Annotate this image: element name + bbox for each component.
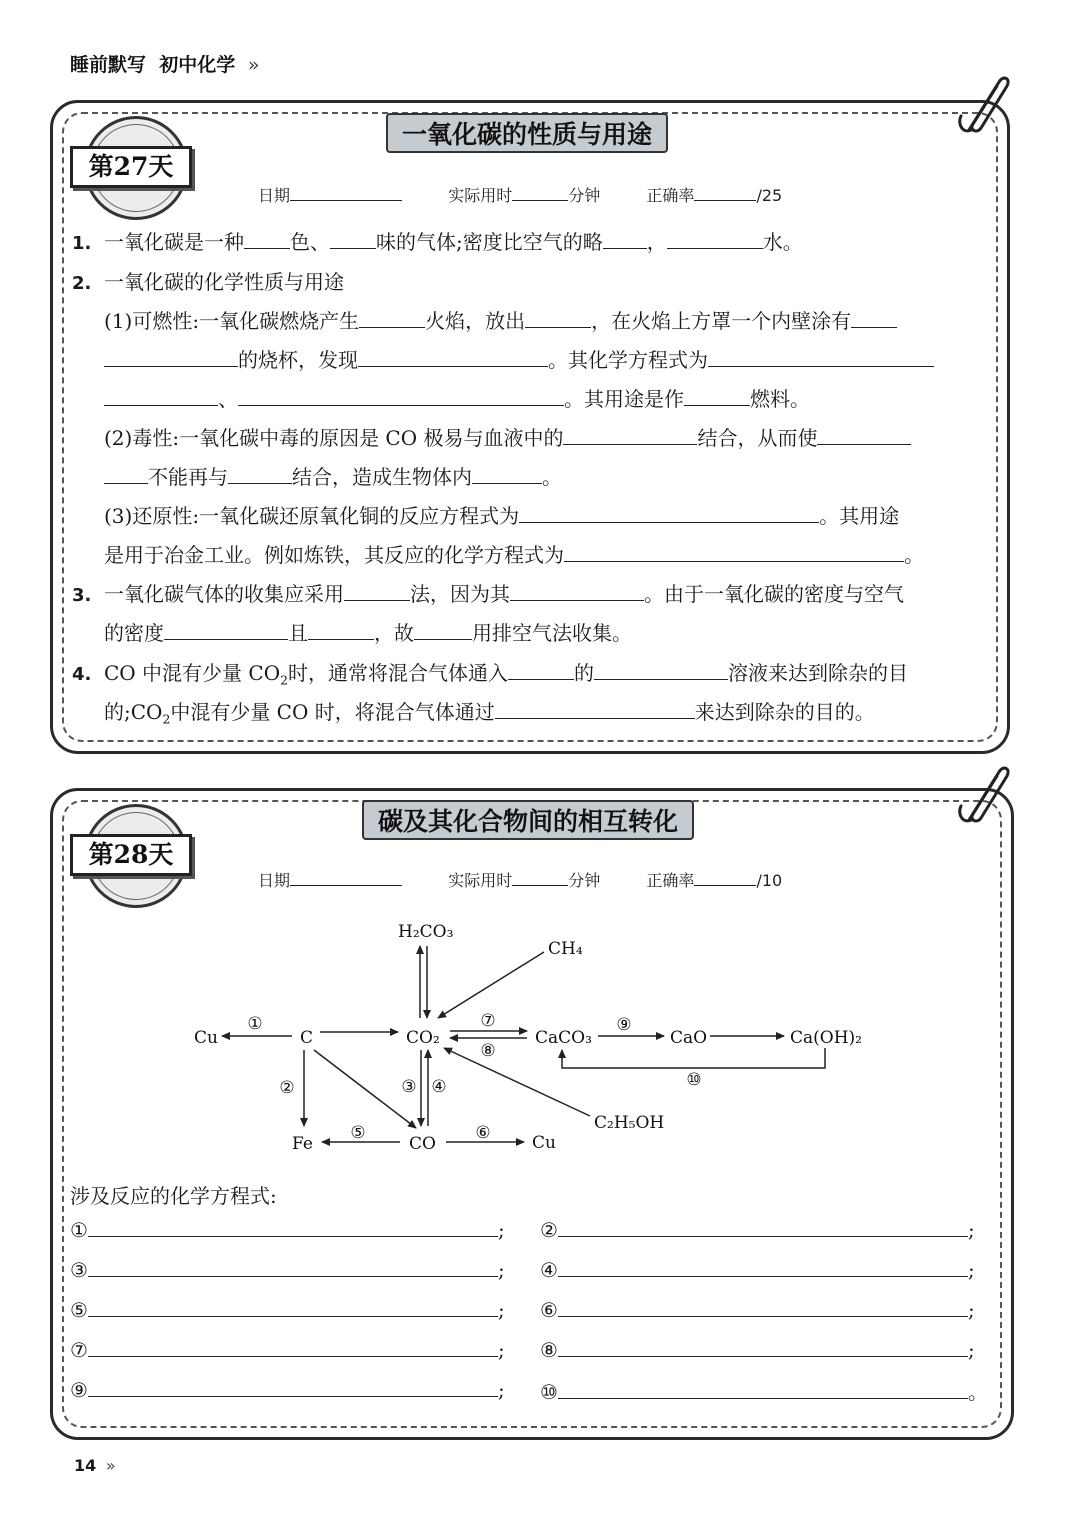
day27-badge (76, 116, 200, 240)
mark-3: ③ (401, 1077, 417, 1097)
day28-badge-label: 第28天 (70, 834, 192, 876)
time-field[interactable] (512, 867, 568, 886)
question-2-2-line1: (2)毒性:一氧化碳中毒的原因是 CO 极易与血液中的 结合，从而使 (72, 419, 1024, 458)
day28-title: 碳及其化合物间的相互转化 (362, 800, 694, 840)
page-number: 14 » (74, 1456, 116, 1475)
mark-5: ⑤ (350, 1123, 366, 1143)
day27-title: 一氧化碳的性质与用途 (386, 113, 668, 153)
answer-line[interactable] (88, 1256, 498, 1277)
equations-title: 涉及反应的化学方程式: (70, 1184, 277, 1208)
node-c2h5oh: C₂H₅OH (594, 1113, 665, 1133)
mark-6: ⑥ (475, 1123, 491, 1143)
equation-3: ③ ; (70, 1258, 505, 1282)
question-2-1-line3: 、 。其用途是作 燃料。 (72, 380, 1024, 419)
mark-2: ② (279, 1078, 295, 1098)
answer-line[interactable] (88, 1216, 498, 1237)
mark-8: ⑧ (480, 1041, 496, 1061)
equation-2: ② ; (540, 1218, 975, 1242)
chevron-icon: » (105, 1456, 116, 1475)
book-title: 睡前默写 (70, 54, 147, 76)
node-co: CO (409, 1134, 436, 1154)
equation-9: ⑨ ; (70, 1378, 505, 1402)
node-cu-left: Cu (194, 1028, 218, 1048)
paperclip-icon (955, 762, 1015, 832)
answer-line[interactable] (88, 1336, 498, 1357)
question-3-line2: 的密度 且 ，故 用排空气法收集。 (72, 614, 1024, 653)
mark-10: ⑩ (686, 1070, 702, 1090)
paperclip-icon (955, 72, 1015, 142)
node-h2co3: H₂CO₃ (398, 922, 454, 942)
answer-line[interactable] (88, 1296, 498, 1317)
answer-line[interactable] (558, 1378, 968, 1399)
accuracy-field[interactable] (694, 867, 756, 886)
mark-9: ⑨ (616, 1015, 632, 1035)
carbon-conversion-diagram (180, 910, 880, 1160)
answer-line[interactable] (558, 1336, 968, 1357)
node-caoh2: Ca(OH)₂ (790, 1028, 862, 1048)
node-cao: CaO (670, 1028, 708, 1048)
question-4-line2: 的$;CO_2$中混有少量 CO 时，将混合气体通过 来达到除杂的目的。 (72, 693, 1024, 738)
equation-1: ① ; (70, 1218, 505, 1242)
date-field[interactable] (290, 867, 402, 886)
mark-4: ④ (431, 1077, 447, 1097)
answer-line[interactable] (558, 1216, 968, 1237)
question-2-3-line1: (3)还原性:一氧化碳还原氧化铜的反应方程式为 。其用途 (72, 497, 1024, 536)
accuracy-field[interactable] (694, 182, 756, 201)
question-2-3-line2: 是用于冶金工业。例如炼铁，其反应的化学方程式为 。 (72, 536, 1024, 575)
question-2-2-line2: 不能再与 结合，造成生物体内 。 (72, 458, 1024, 497)
chevron-icon: » (247, 54, 260, 76)
question-2-1-line2: 的烧杯，发现 。其化学方程式为 (72, 341, 1024, 380)
subject-title: 初中化学 (159, 54, 236, 76)
question-1: 1. 一氧化碳是一种 色、 味的气体;密度比空气的略 ， 水。 (72, 223, 992, 263)
arrow-c2h5oh-to-co2 (444, 1048, 590, 1116)
question-3-line1: 3. 一氧化碳气体的收集应采用 法，因为其 。由于一氧化碳的密度与空气 (72, 575, 992, 615)
equation-4: ④ ; (540, 1258, 975, 1282)
mark-7: ⑦ (480, 1011, 496, 1031)
day27-meta: 日期 实际用时 分钟 正确率 /25 (258, 182, 782, 206)
node-cu-right: Cu (532, 1133, 556, 1153)
equation-8: ⑧ ; (540, 1338, 975, 1362)
date-field[interactable] (290, 182, 402, 201)
question-2: 2. 一氧化碳的化学性质与用途 (72, 270, 344, 294)
equation-7: ⑦ ; (70, 1338, 505, 1362)
node-caco3: CaCO₃ (535, 1028, 592, 1048)
day27-badge-label: 第27天 (70, 146, 192, 188)
equation-10: ⑩ 。 (540, 1380, 988, 1404)
time-field[interactable] (512, 182, 568, 201)
equation-5: ⑤ ; (70, 1298, 505, 1322)
mark-1: ① (247, 1014, 263, 1034)
answer-line[interactable] (558, 1296, 968, 1317)
equation-6: ⑥ ; (540, 1298, 975, 1322)
node-fe: Fe (292, 1134, 313, 1154)
node-co2: CO₂ (406, 1028, 440, 1048)
question-2-1-line1: (1)可燃性:一氧化碳燃烧产生 火焰，放出 ，在火焰上方罩一个内壁涂有 (72, 302, 1024, 341)
answer-line[interactable] (88, 1376, 498, 1397)
arrow-caoh2-to-caco3 (562, 1048, 825, 1068)
day28-meta: 日期 实际用时 分钟 正确率 /10 (258, 867, 782, 891)
arrow-ch4-to-co2 (438, 952, 544, 1018)
answer-line[interactable] (558, 1256, 968, 1277)
node-c: C (300, 1028, 314, 1048)
question-4-line1: 4. CO 中混有少量 $CO_2$时，通常将混合气体通入 的 溶液来达到除杂的目 (72, 654, 992, 699)
running-header (70, 50, 260, 77)
node-ch4: CH₄ (548, 939, 583, 959)
